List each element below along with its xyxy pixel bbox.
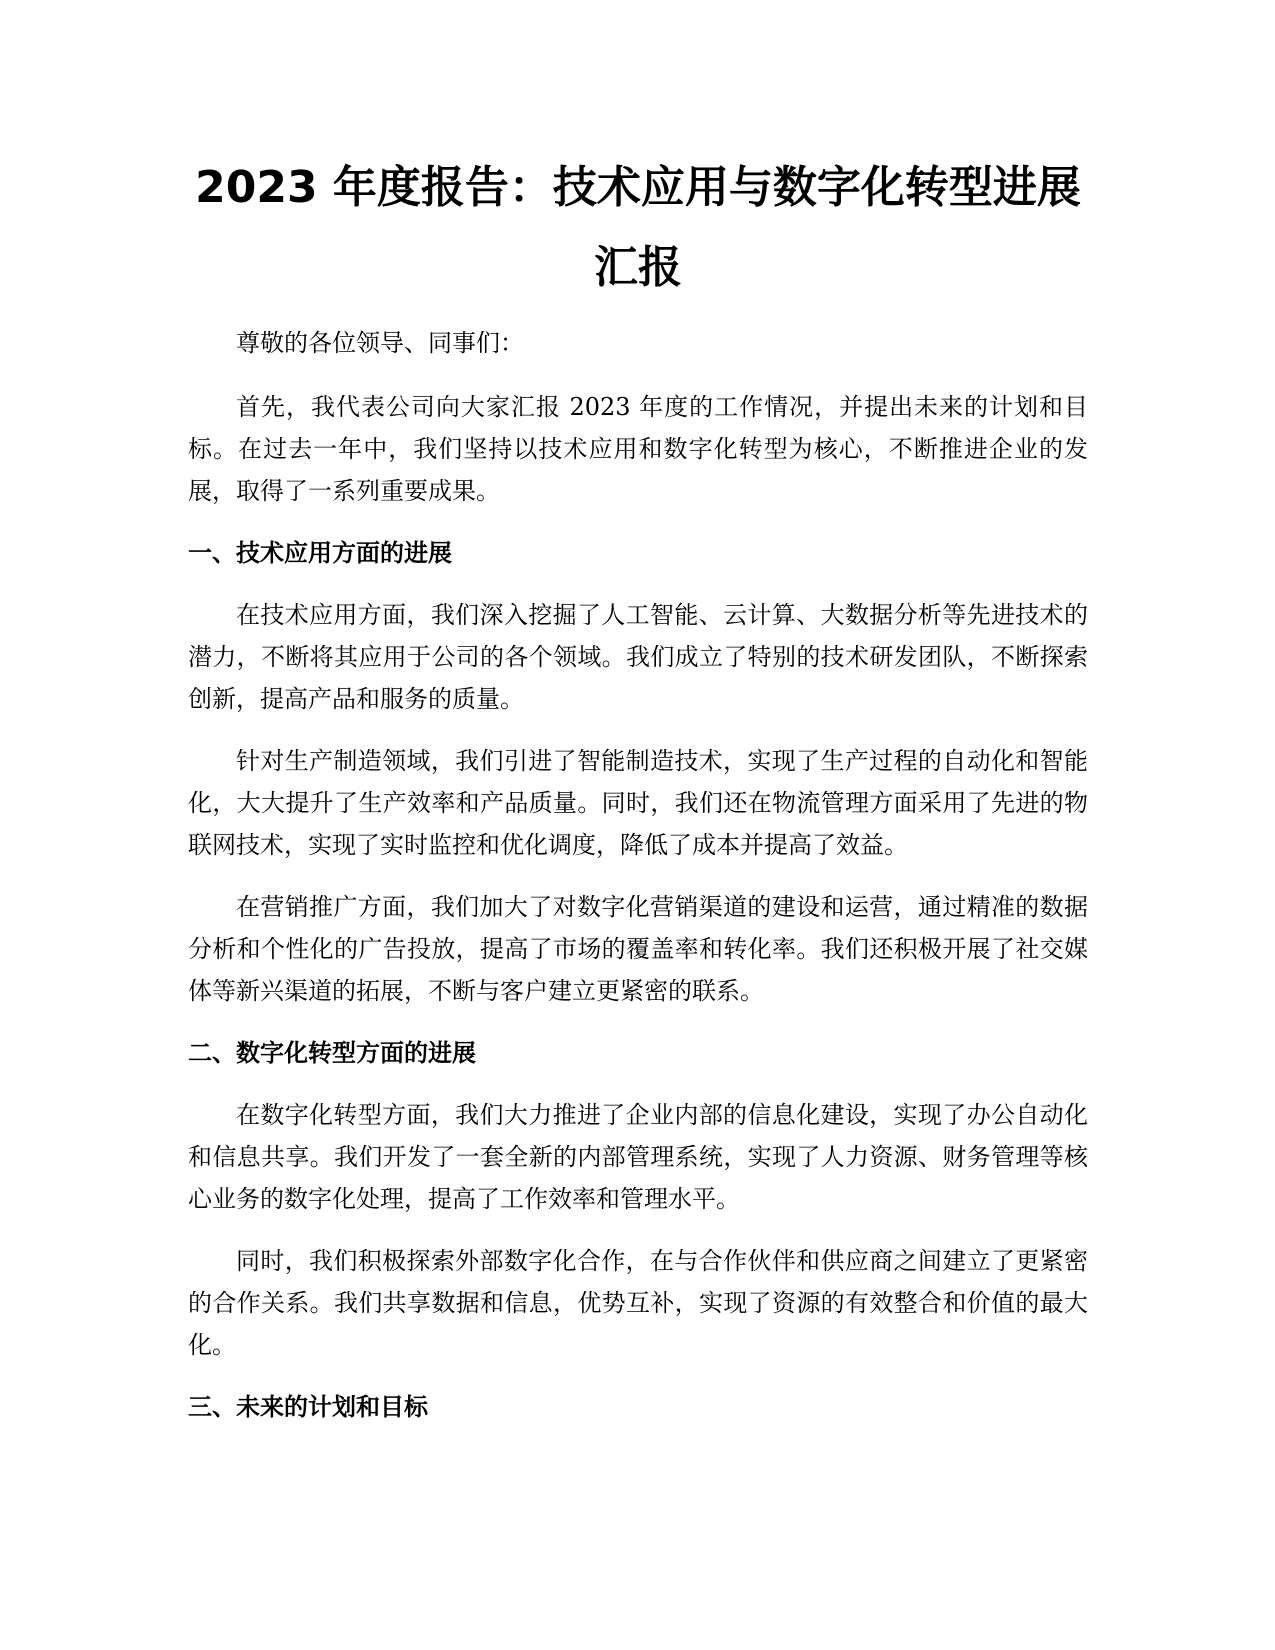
document-title bbox=[188, 148, 1088, 308]
document-body bbox=[188, 148, 1088, 1448]
section-heading-3: 三、未来的计划和目标 bbox=[188, 1393, 428, 1421]
section-heading-1: 一、技术应用方面的进展 bbox=[188, 539, 452, 567]
section1-paragraph-3: 在营销推广方面，我们加大了对数字化营销渠道的建设和运营，通过精准的数据分析和个性化的广告投放，提高了市场的覆盖率和转化率。我们还积极开展了社交媒体等新兴渠道的拓展，不断与客户建立更紧密的联系。 bbox=[188, 893, 1088, 1005]
greeting: 尊敬的各位领导、同事们： bbox=[236, 329, 524, 357]
section1-paragraph-1: 在技术应用方面，我们深入挖掘了人工智能、云计算、大数据分析等先进技术的潜力，不断将其应用于公司的各个领域。我们成立了特别的技术研发团队，不断探索创新，提高产品和服务的质量。 bbox=[188, 601, 1088, 713]
title-line-2: 汇报 bbox=[594, 242, 682, 293]
section2-paragraph-1: 在数字化转型方面，我们大力推进了企业内部的信息化建设，实现了办公自动化和信息共享。我们开发了一套全新的内部管理系统，实现了人力资源、财务管理等核心业务的数字化处理，提高了工作效率和管理水平。 bbox=[188, 1101, 1088, 1213]
intro-paragraph: 首先，我代表公司向大家汇报 2023 年度的工作情况，并提出未来的计划和目标。在过去一年中，我们坚持以技术应用和数字化转型为核心，不断推进企业的发展，取得了一系列重要成果。 bbox=[188, 393, 1088, 505]
title-line-1: 2023 年度报告：技术应用与数字化转型进展 bbox=[195, 162, 1081, 213]
section-heading-2: 二、数字化转型方面的进展 bbox=[188, 1039, 476, 1067]
section1-paragraph-2: 针对生产制造领域，我们引进了智能制造技术，实现了生产过程的自动化和智能化，大大提升了生产效率和产品质量。同时，我们还在物流管理方面采用了先进的物联网技术，实现了实时监控和优化调度，降低了成本并提高了效益。 bbox=[188, 747, 1088, 859]
section2-paragraph-2: 同时，我们积极探索外部数字化合作，在与合作伙伴和供应商之间建立了更紧密的合作关系。我们共享数据和信息，优势互补，实现了资源的有效整合和价值的最大化。 bbox=[188, 1247, 1088, 1359]
